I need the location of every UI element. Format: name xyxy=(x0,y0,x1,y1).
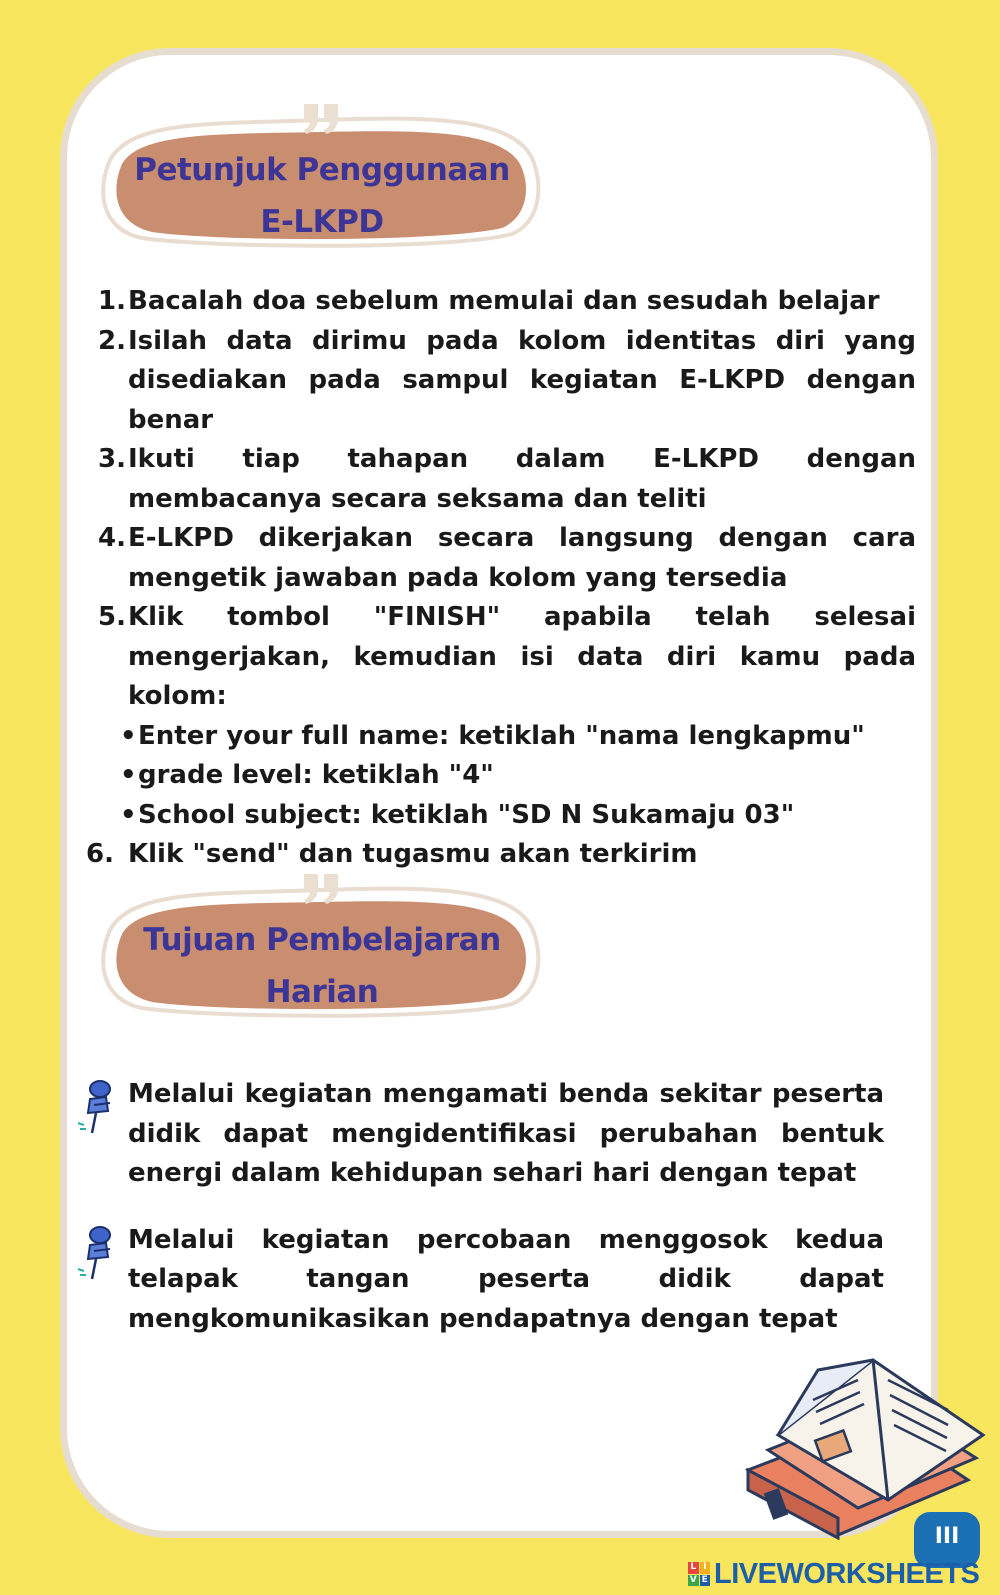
step-text: Isilah data dirimu pada kolom identitas diri yang disediakan pada sampul kegiatan E-LKPD dengan benar xyxy=(128,325,916,435)
step-text: Klik "send" dan tugasmu akan terkirim xyxy=(128,839,698,869)
instruction-step xyxy=(94,282,916,322)
step-text: Klik tombol "FINISH" apabila telah selesai mengerjakan, kemudian isi data diri kamu pada kolom: xyxy=(128,602,916,711)
step-text: Bacalah doa sebelum memulai dan sesudah belajar xyxy=(128,286,880,316)
step-number: 5. xyxy=(98,602,126,632)
step-number: 3. xyxy=(98,444,126,474)
instructions-title-line1: Petunjuk Penggunaan xyxy=(134,152,510,188)
quote-icon xyxy=(300,872,344,906)
bullet-dot: • xyxy=(120,760,137,790)
sub-bullet-text: grade level: ketiklah "4" xyxy=(138,760,494,790)
goal-item xyxy=(76,1075,884,1194)
goals-banner xyxy=(92,870,552,1020)
instruction-step xyxy=(94,440,916,519)
bullet-dot: • xyxy=(120,720,137,751)
books-illustration xyxy=(738,1340,988,1540)
instruction-step xyxy=(94,322,916,441)
instruction-step xyxy=(94,519,916,598)
quote-icon xyxy=(300,102,344,136)
sub-bullet xyxy=(94,717,916,757)
liveworksheets-mark-icon: L I V E xyxy=(688,1562,710,1586)
step-number: 2. xyxy=(98,325,126,356)
goals-title-line1: Tujuan Pembelajaran xyxy=(143,922,501,958)
instruction-step xyxy=(86,835,916,875)
instructions-banner xyxy=(92,100,552,250)
sub-bullet xyxy=(94,796,916,836)
goal-item xyxy=(76,1221,884,1340)
sub-bullet xyxy=(94,756,916,796)
instructions-title-line2: E-LKPD xyxy=(260,204,384,240)
instruction-step xyxy=(94,598,916,717)
liveworksheets-logo[interactable] xyxy=(688,1556,979,1592)
pushpin-icon xyxy=(76,1221,128,1340)
pushpin-icon xyxy=(76,1075,128,1194)
step-text: Ikuti tiap tahapan dalam E-LKPD dengan membacanya secara seksama dan teliti xyxy=(128,444,916,514)
step-number: 6. xyxy=(86,839,114,869)
step-text: E-LKPD dikerjakan secara langsung dengan cara mengetik jawaban pada kolom yang tersedia xyxy=(128,523,916,593)
bullet-dot: • xyxy=(120,799,137,830)
goal-text: Melalui kegiatan mengamati benda sekitar peserta didik dapat mengidentifikasi perubahan bentuk energi dalam kehidupan sehari hari dengan tepat xyxy=(128,1079,884,1188)
instructions-list xyxy=(86,282,916,875)
goals-list xyxy=(76,1075,884,1339)
goal-text: Melalui kegiatan percobaan menggosok kedua telapak tangan peserta didik dapat mengkomunikasikan pendapatnya dengan tepat xyxy=(128,1224,884,1334)
step-number: 1. xyxy=(98,286,126,316)
step-number: 4. xyxy=(98,523,126,553)
instructions-title xyxy=(132,144,512,248)
liveworksheets-wordmark: LIVEWORKSHEETS xyxy=(714,1557,980,1590)
goals-title xyxy=(132,914,512,1018)
page-number-badge: III xyxy=(914,1512,980,1568)
sub-bullet-text: Enter your full name: ketiklah "nama lengkapmu" xyxy=(138,720,865,751)
goals-title-line2: Harian xyxy=(265,974,379,1010)
sub-bullet-text: School subject: ketiklah "SD N Sukamaju 03" xyxy=(138,799,795,830)
